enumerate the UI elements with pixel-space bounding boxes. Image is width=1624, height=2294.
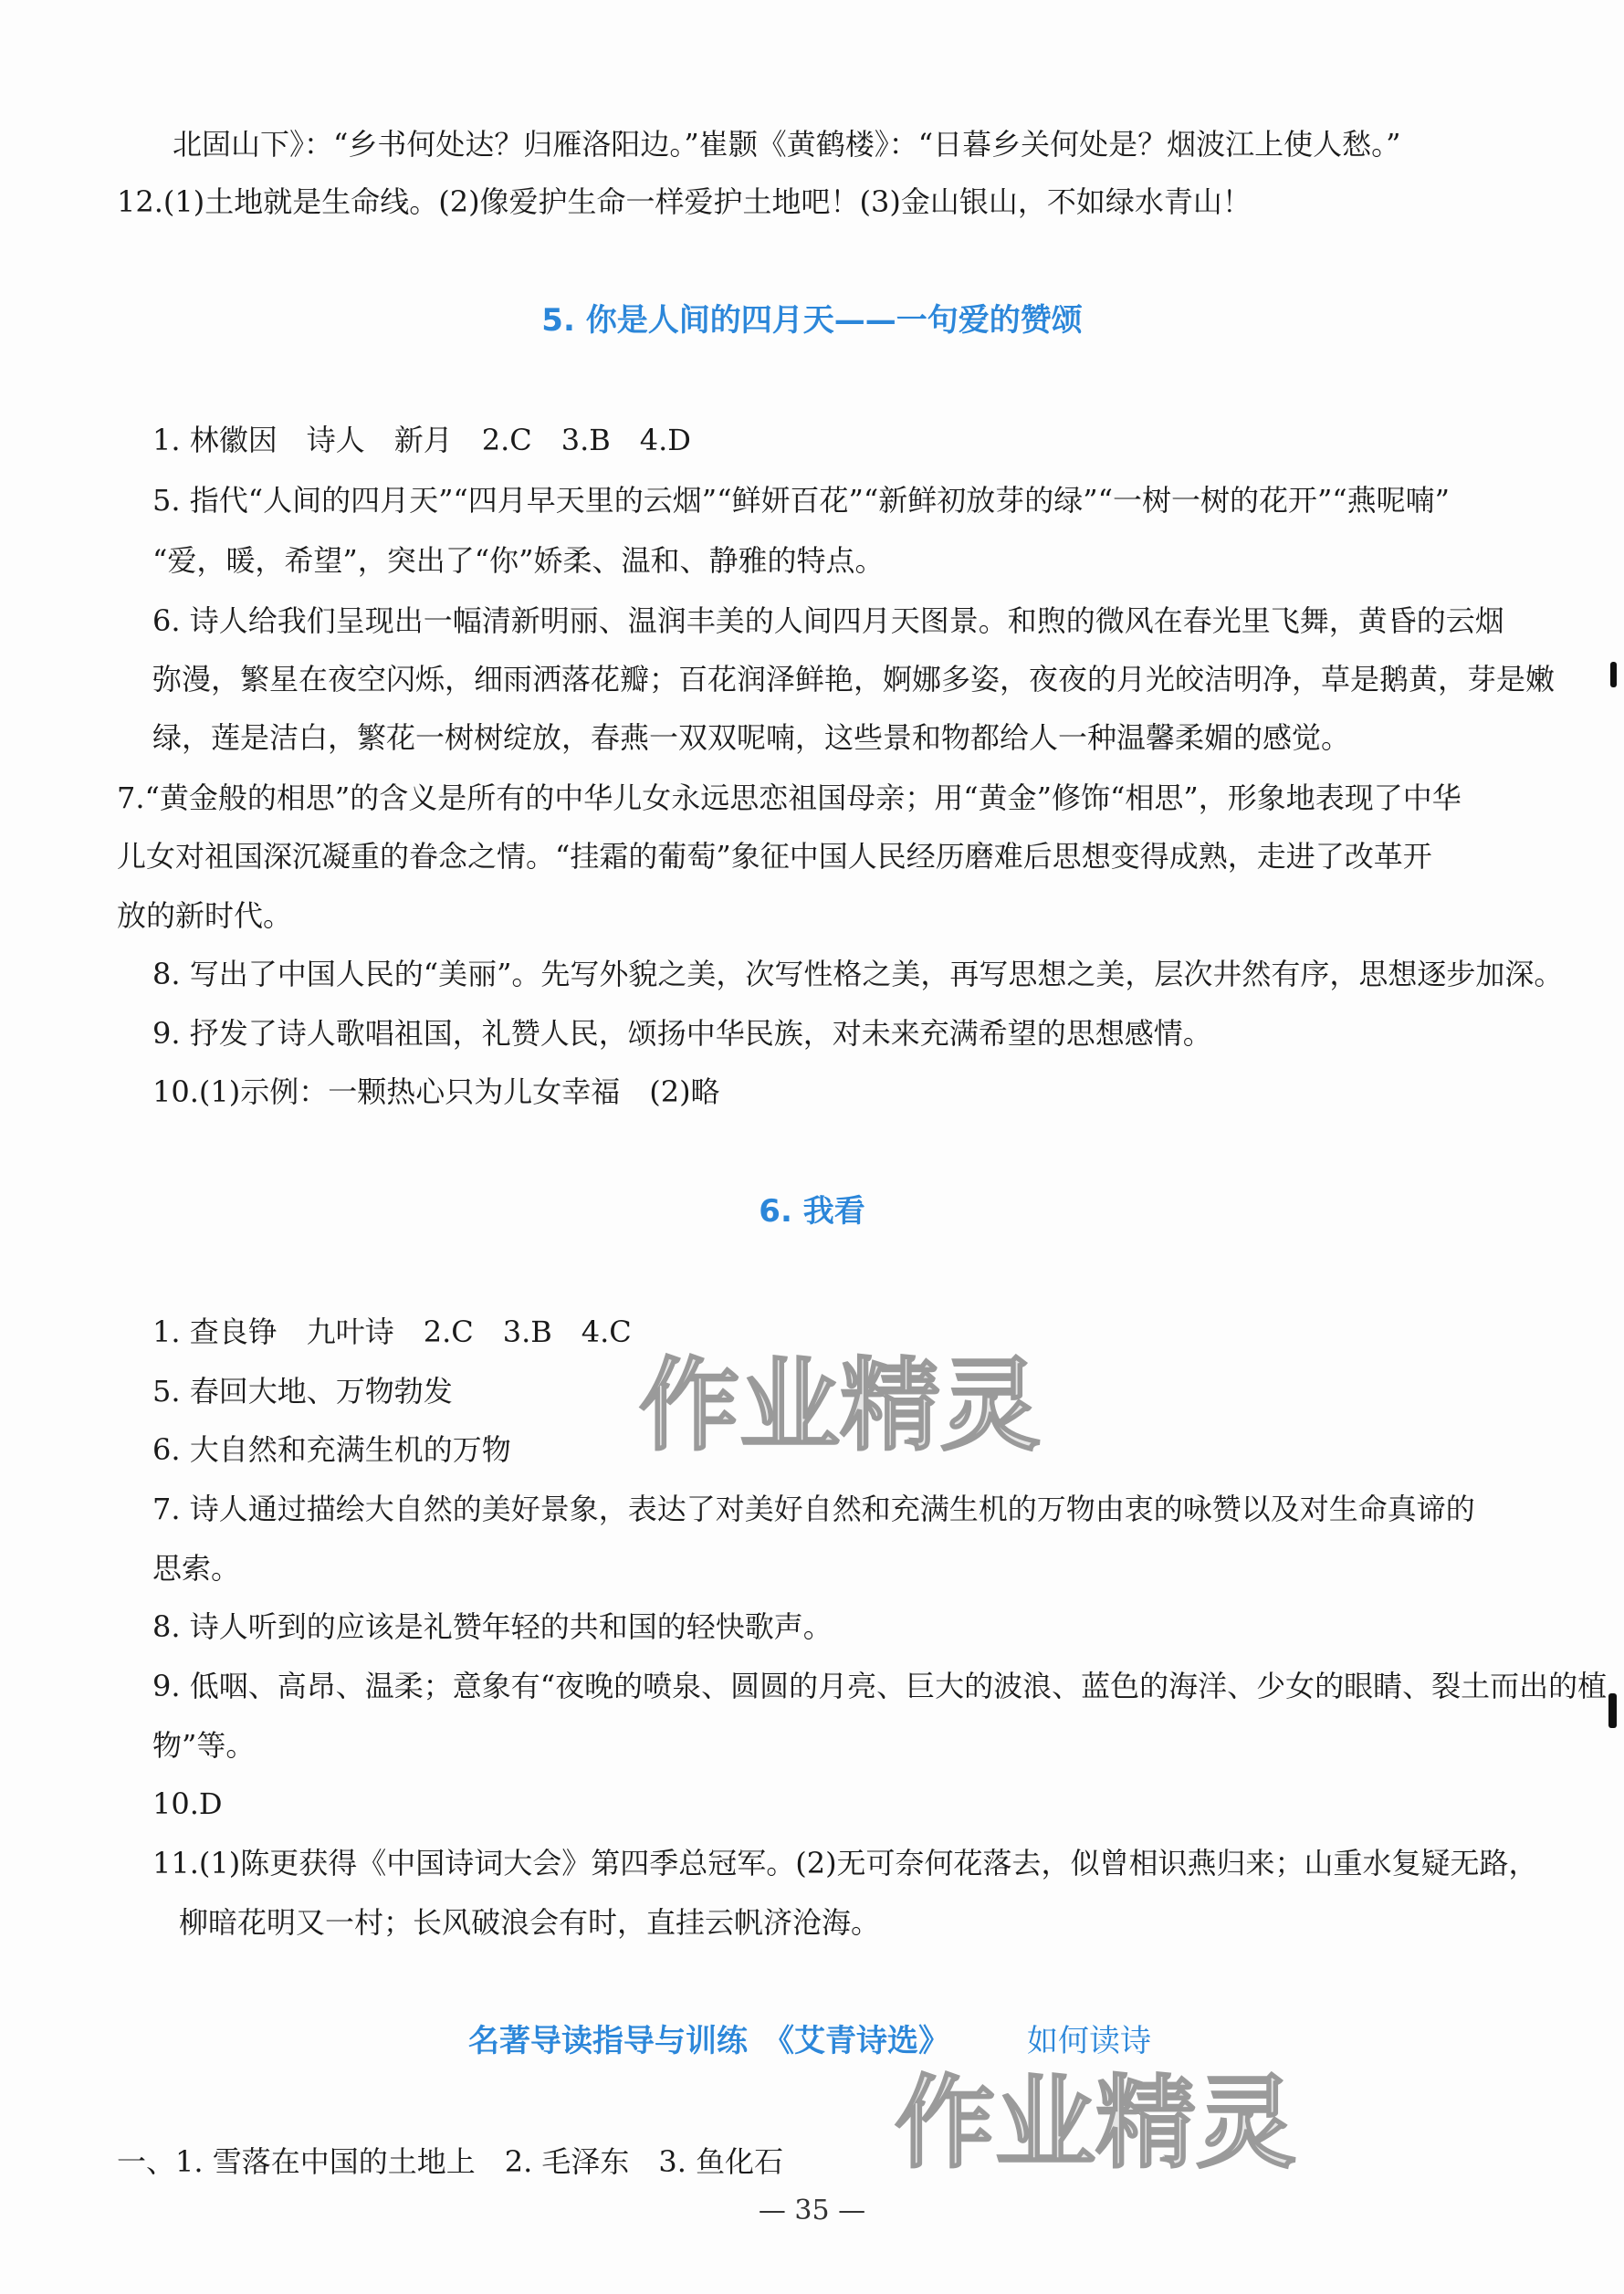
scan-mark bbox=[1608, 1693, 1617, 1728]
section-heading: 6. 我看 bbox=[759, 1193, 865, 1230]
text-line: 11.(1)陈更获得《中国诗词大会》第四季总冠军。(2)无可奈何花落去，似曾相识燕归来；山重水复疑无路， bbox=[152, 1846, 1538, 1880]
text-line: 6. 诗人给我们呈现出一幅清新明丽、温润丰美的人间四月天图景。和煦的微风在春光里飞舞，黄昏的云烟 bbox=[152, 603, 1504, 638]
text-line: 放的新时代。 bbox=[117, 898, 293, 933]
text-line: 儿女对祖国深沉凝重的眷念之情。“挂霜的葡萄”象征中国人民经历磨难后思想变得成熟，走进了改革开 bbox=[117, 839, 1432, 874]
text-line: 一、1. 雪落在中国的土地上 2. 毛泽东 3. 鱼化石 bbox=[117, 2144, 784, 2179]
text-line: 1. 查良铮 九叶诗 2.C 3.B 4.C bbox=[152, 1315, 632, 1349]
text-line: 12.(1)土地就是生命线。(2)像爱护生命一样爱护土地吧！(3)金山银山，不如绿水青山！ bbox=[117, 184, 1252, 219]
scan-mark bbox=[1610, 662, 1617, 687]
text-line: 弥漫，繁星在夜空闪烁，细雨洒落花瓣；百花润泽鲜艳，婀娜多姿，夜夜的月光皎洁明净，草是鹅黄，芽是嫩 bbox=[152, 662, 1556, 697]
text-line: 9. 抒发了诗人歌唱祖国，礼赞人民，颂扬中华民族，对未来充满希望的思想感情。 bbox=[152, 1016, 1212, 1051]
text-line: 柳暗花明又一村；长风破浪会有时，直挂云帆济沧海。 bbox=[179, 1905, 881, 1940]
text-line: 8. 诗人听到的应该是礼赞年轻的共和国的轻快歌声。 bbox=[152, 1609, 833, 1644]
text-line: 北固山下》：“乡书何处达？归雁洛阳边。”崔颢《黄鹤楼》：“日暮乡关何处是？烟波江上使人愁。” bbox=[173, 127, 1401, 162]
text-line: 5. 指代“人间的四月天”“四月早天里的云烟”“鲜妍百花”“新鲜初放芽的绿”“一树一树的花开”“燕呢喃” bbox=[152, 483, 1451, 518]
text-line: 1. 林徽因 诗人 新月 2.C 3.B 4.D bbox=[152, 423, 691, 457]
text-line: 9. 低咽、高昂、温柔；意象有“夜晚的喷泉、圆圆的月亮、巨大的波浪、蓝色的海洋、少女的眼睛、裂土而出的植 bbox=[152, 1669, 1608, 1703]
reading-guide-heading: 名著导读指导与训练 《艾青诗选》 bbox=[468, 2023, 949, 2059]
watermark: 作业精灵 bbox=[895, 2065, 1296, 2182]
text-line: 7.“黄金般的相思”的含义是所有的中华儿女永远思恋祖国母亲；用“黄金”修饰“相思”，形象地表现了中华 bbox=[117, 780, 1462, 815]
text-line: 6. 大自然和充满生机的万物 bbox=[152, 1432, 511, 1467]
text-line: 绿，莲是洁白，繁花一树树绽放，春燕一双双呢喃，这些景和物都给人一种温馨柔媚的感觉。 bbox=[152, 720, 1351, 755]
text-line: 10.(1)示例：一颗热心只为儿女幸福 (2)略 bbox=[152, 1074, 720, 1109]
text-line: 物”等。 bbox=[152, 1728, 256, 1763]
reading-guide-subtitle: 如何读诗 bbox=[1027, 2023, 1151, 2059]
text-line: 10.D bbox=[152, 1786, 223, 1821]
text-line: “爱，暖，希望”，突出了“你”娇柔、温和、静雅的特点。 bbox=[152, 543, 885, 578]
text-line: 7. 诗人通过描绘大自然的美好景象，表达了对美好自然和充满生机的万物由衷的咏赞以及对生命真谛的 bbox=[152, 1492, 1475, 1526]
text-line: 5. 春回大地、万物勃发 bbox=[152, 1374, 453, 1409]
watermark: 作业精灵 bbox=[639, 1347, 1041, 1464]
text-line: 8. 写出了中国人民的“美丽”。先写外貌之美，次写性格之美，再写思想之美，层次井然有序，思想逐步加深。 bbox=[152, 957, 1564, 991]
text-line: 思索。 bbox=[152, 1551, 241, 1586]
page-number: — 35 — bbox=[758, 2194, 866, 2226]
section-heading: 5. 你是人间的四月天——一句爱的赞颂 bbox=[541, 302, 1083, 339]
